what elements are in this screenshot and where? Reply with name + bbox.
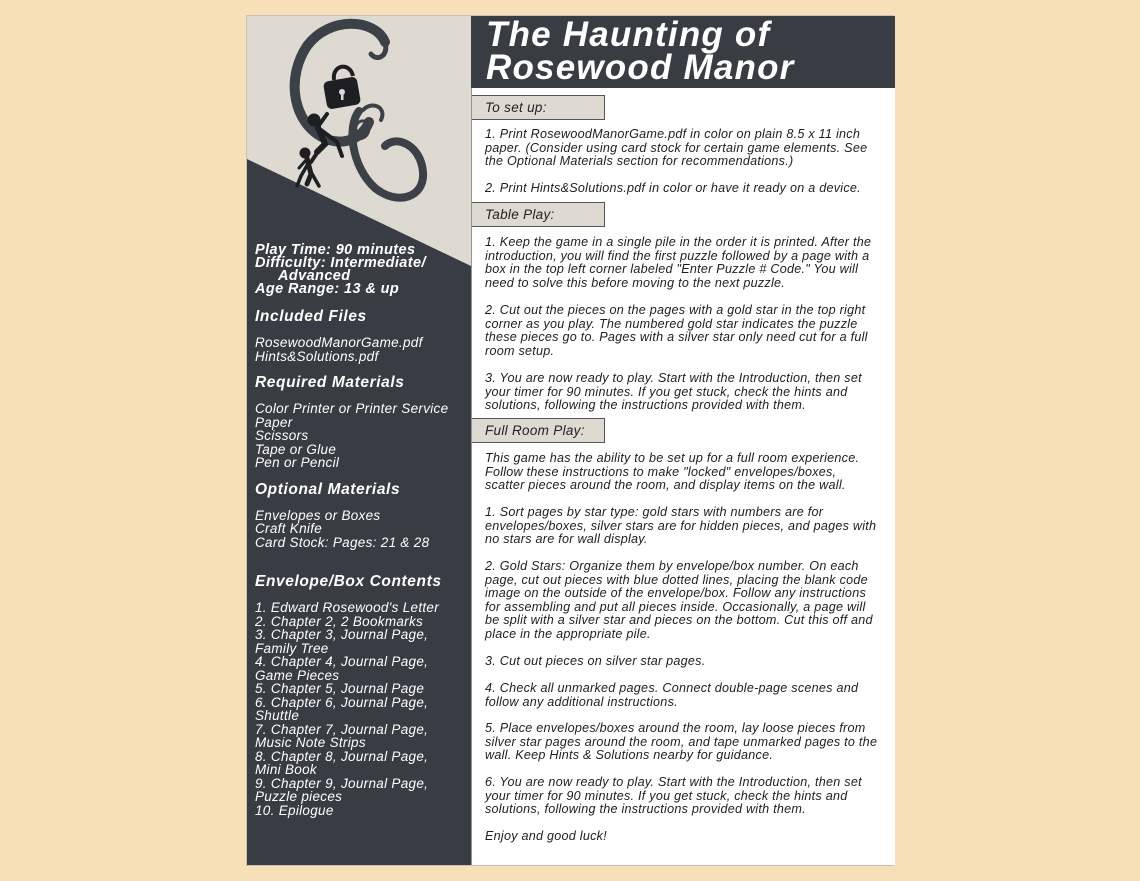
- list-item: 6. Chapter 6, Journal Page,: [255, 694, 429, 710]
- full-step-5: 5. Place envelopes/boxes around the room, lay loose pieces from silver star pages around the room, and tape unmarked pages to the wall. Keep Hints & Solutions nearby for guidance.: [485, 721, 878, 762]
- setup-step-2: 2. Print Hints&Solutions.pdf in color or have it ready on a device.: [485, 181, 861, 195]
- age-range: Age Range: 13 & up: [255, 281, 400, 297]
- list-item-cont: Mini Book: [255, 762, 317, 777]
- difficulty: Difficulty: Intermediate/: [255, 255, 426, 271]
- difficulty-cont: Advanced: [278, 268, 351, 284]
- list-item: 2. Chapter 2, 2 Bookmarks: [255, 613, 424, 629]
- table-play-section-label: Table Play:: [472, 202, 605, 227]
- title-line-1: The Haunting of: [486, 15, 771, 54]
- list-item: 4. Chapter 4, Journal Page,: [255, 654, 429, 669]
- list-item-cont: Game Pieces: [255, 667, 340, 683]
- list-item-cont: Shuttle: [255, 708, 300, 723]
- list-item-cont: Family Tree: [255, 640, 329, 656]
- list-item-cont: Puzzle pieces: [255, 789, 343, 804]
- full-room-section-label: Full Room Play:: [472, 418, 605, 443]
- full-step-2: 2. Gold Stars: Organize them by envelope/box number. On each page, cut out pieces with blue dotted lines, placing the blank code image on the outside of the envelope/box. Follow any instructions for assembling and put all pieces inside. Occasionally, a page will be split with a silver star and pieces on the bottom. Cut this off and place in the appropriate pile.: [485, 559, 873, 641]
- full-step-6: 6. You are now ready to play. Start with the Introduction, then set your timer for 90 minutes. If you get stuck, check the hints and solutions, following the instructions provided with them.: [485, 775, 862, 816]
- included-files-heading: Included Files: [255, 308, 367, 325]
- sidebar-text: [255, 244, 467, 817]
- list-item: Craft Knife: [255, 521, 323, 536]
- list-item: 10. Epilogue: [255, 802, 334, 818]
- list-item: 5. Chapter 5, Journal Page: [255, 681, 425, 696]
- list-item: Color Printer or Printer Service: [255, 401, 449, 416]
- list-item: 3. Chapter 3, Journal Page,: [255, 627, 429, 642]
- optional-materials-heading: Optional Materials: [255, 480, 401, 498]
- full-step-1: 1. Sort pages by star type: gold stars with numbers are for envelopes/boxes, silver stars are for hidden pieces, and pages with no stars are for wall display.: [485, 505, 877, 546]
- list-item: Scissors: [255, 428, 309, 443]
- list-item-cont: Music Note Strips: [255, 735, 366, 750]
- full-step-3: 3. Cut out pieces on silver star pages.: [485, 654, 706, 668]
- setup-section-label: To set up:: [472, 95, 605, 120]
- list-item: RosewoodManorGame.pdf: [255, 335, 423, 350]
- full-step-4: 4. Check all unmarked pages. Connect double-page scenes and follow any additional instructions.: [485, 681, 859, 709]
- list-item: Hints&Solutions.pdf: [255, 348, 379, 364]
- setup-step-1: 1. Print RosewoodManorGame.pdf in color on plain 8.5 x 11 inch paper. (Consider using card stock for certain game elements. See the Optional Materials section for recommendations.): [485, 127, 868, 168]
- monogram-logo: [247, 16, 471, 266]
- table-step-3: 3. You are now ready to play. Start with the Introduction, then set your timer for 90 minutes. If you get stuck, check the hints and solutions, following the instructions provided with them.: [485, 371, 862, 412]
- logo-area: [247, 16, 471, 266]
- list-item: Paper: [255, 414, 293, 430]
- closing-line: Enjoy and good luck!: [485, 829, 607, 843]
- envelope-contents-heading: Envelope/Box Contents: [255, 573, 442, 590]
- full-intro: This game has the ability to be set up for a full room experience. Follow these instructions to make "locked" envelopes/boxes, scatter pieces around the room, and display items on the wall.: [485, 451, 860, 492]
- page-title: [486, 15, 795, 87]
- list-item: 1. Edward Rosewood's Letter: [255, 600, 440, 615]
- info-sheet: [246, 15, 894, 866]
- list-item: Envelopes or Boxes: [255, 507, 381, 523]
- required-materials-heading: Required Materials: [255, 374, 405, 391]
- list-item: 9. Chapter 9, Journal Page,: [255, 775, 429, 791]
- table-step-1: 1. Keep the game in a single pile in the order it is printed. After the introduction, you will find the first puzzle followed by a page with a box in the top left corner labeled "Enter Puzzle # Code." You will need to solve this before moving to the next puzzle.: [485, 235, 872, 290]
- list-item: 7. Chapter 7, Journal Page,: [255, 721, 429, 737]
- play-time: Play Time: 90 minutes: [255, 242, 416, 258]
- title-line-2: Rosewood Manor: [486, 48, 795, 87]
- list-item: Card Stock: Pages: 21 & 28: [255, 534, 430, 550]
- list-item: Tape or Glue: [255, 441, 337, 457]
- game-stats: [255, 244, 467, 296]
- instructions-panel: [471, 88, 895, 865]
- list-item: Pen or Pencil: [255, 455, 340, 470]
- table-step-2: 2. Cut out the pieces on the pages with a gold star in the top right corner as you play. The numbered gold star indicates the puzzle these pieces go to. Pages with a silver star only need cut for a full room setup.: [485, 303, 868, 358]
- optional-materials-list: [255, 509, 467, 550]
- envelope-contents-list: [255, 601, 467, 817]
- sidebar: [247, 16, 471, 865]
- required-materials-list: [255, 402, 467, 470]
- title-banner: [471, 16, 895, 88]
- list-item: 8. Chapter 8, Journal Page,: [255, 748, 429, 764]
- included-files-list: [255, 336, 467, 363]
